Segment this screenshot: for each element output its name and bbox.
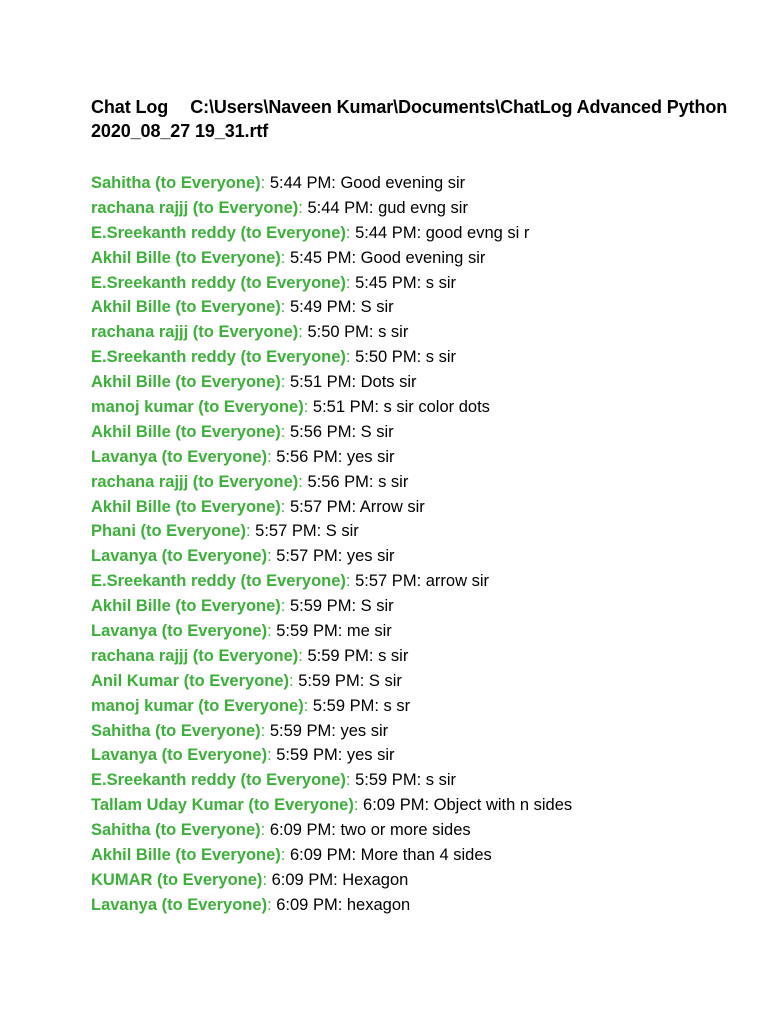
message-sender: E.Sreekanth reddy (to Everyone)	[91, 771, 346, 790]
message-sender: manoj kumar (to Everyone)	[91, 398, 304, 417]
message-sender: Akhil Bille (to Everyone)	[91, 373, 281, 392]
sender-separator: :	[345, 348, 351, 367]
message-text: S sir	[368, 671, 402, 690]
message-time: 5:57 PM	[276, 547, 338, 566]
sender-separator: :	[280, 298, 286, 317]
sender-separator: :	[267, 547, 272, 566]
chat-message: manoj kumar (to Everyone): 5:59 PM: s sr	[91, 696, 411, 715]
chat-message: Anil Kumar (to Everyone): 5:59 PM: S sir	[91, 671, 402, 690]
chat-message: Akhil Bille (to Everyone): 5:45 PM: Good evening sir	[91, 248, 486, 267]
message-text: s sr	[383, 696, 411, 715]
sender-separator: :	[303, 398, 309, 417]
chat-message: Sahitha (to Everyone): 5:59 PM: yes sir	[91, 721, 389, 740]
sender-separator: :	[289, 671, 294, 690]
message-time: 5:50 PM	[307, 323, 369, 342]
chat-message: E.Sreekanth reddy (to Everyone): 5:44 PM: good evng si r	[91, 223, 530, 242]
message-time: 5:56 PM	[289, 422, 352, 441]
message-time: 6:09 PM	[289, 846, 352, 865]
message-time: 5:56 PM	[307, 472, 369, 491]
chat-message: rachana rajjj (to Everyone): 5:50 PM: s sir	[91, 323, 409, 342]
message-time: 5:57 PM	[255, 522, 317, 541]
message-time: 5:59 PM	[269, 721, 332, 740]
message-time: 5:49 PM	[289, 298, 352, 317]
message-text: S sir	[325, 522, 359, 541]
chat-message: rachana rajjj (to Everyone): 5:56 PM: s sir	[91, 472, 409, 491]
message-sender: Akhil Bille (to Everyone)	[91, 422, 281, 441]
chat-message: rachana rajjj (to Everyone): 5:59 PM: s sir	[91, 646, 409, 665]
sender-separator: :	[353, 796, 359, 815]
message-sender: Lavanya (to Everyone)	[91, 895, 268, 914]
message-text: s sir	[425, 273, 456, 292]
message-time: 5:44 PM	[269, 174, 332, 192]
message-text: gud evng sir	[378, 198, 468, 217]
message-sender: Akhil Bille (to Everyone)	[91, 497, 281, 516]
chat-message: Akhil Bille (to Everyone): 5:49 PM: S sir	[91, 298, 394, 317]
message-text: two or more sides	[340, 821, 471, 840]
message-sender: Lavanya (to Everyone)	[91, 622, 268, 641]
message-time: 5:44 PM	[355, 223, 417, 242]
sender-separator: :	[262, 870, 268, 889]
message-time: 5:59 PM	[355, 771, 417, 790]
sender-separator: :	[267, 895, 272, 914]
message-sender: Sahitha (to Everyone)	[91, 174, 261, 192]
message-time: 5:59 PM	[289, 597, 352, 616]
message-time: 5:44 PM	[307, 198, 369, 217]
sender-separator: :	[267, 746, 272, 765]
message-text: More than 4 sides	[360, 846, 492, 865]
message-time: 5:59 PM	[276, 622, 338, 641]
message-text: Hexagon	[342, 870, 409, 889]
message-text: Arrow sir	[359, 497, 425, 516]
message-text: Good evening sir	[340, 174, 466, 192]
sender-separator: :	[298, 198, 303, 217]
chat-message: rachana rajjj (to Everyone): 5:44 PM: gud evng sir	[91, 198, 468, 217]
message-sender: rachana rajjj (to Everyone)	[91, 646, 299, 665]
message-time: 5:59 PM	[312, 696, 375, 715]
chat-message: Sahitha (to Everyone): 5:44 PM: Good evening sir	[91, 174, 466, 192]
chat-message: Akhil Bille (to Everyone): 5:51 PM: Dots sir	[91, 373, 417, 392]
chat-message: Tallam Uday Kumar (to Everyone): 6:09 PM: Object with n sides	[91, 796, 573, 815]
message-time: 5:57 PM	[289, 497, 352, 516]
message-time: 5:45 PM	[289, 248, 352, 267]
message-sender: Lavanya (to Everyone)	[91, 746, 268, 765]
title-prefix: Chat Log	[91, 97, 169, 117]
sender-separator: :	[280, 248, 286, 267]
message-sender: E.Sreekanth reddy (to Everyone)	[91, 223, 346, 242]
message-sender: E.Sreekanth reddy (to Everyone)	[91, 273, 346, 292]
message-time: 6:09 PM	[269, 821, 332, 840]
message-sender: Akhil Bille (to Everyone)	[91, 846, 281, 865]
chat-message: E.Sreekanth reddy (to Everyone): 5:50 PM: s sir	[91, 348, 456, 367]
message-text: S sir	[360, 422, 394, 441]
message-time: 6:09 PM	[363, 796, 425, 815]
chat-message: E.Sreekanth reddy (to Everyone): 5:45 PM: s sir	[91, 273, 456, 292]
message-time: 5:59 PM	[298, 671, 360, 690]
sender-separator: :	[280, 846, 286, 865]
message-text: yes sir	[346, 746, 395, 765]
message-sender: rachana rajjj (to Everyone)	[91, 472, 299, 491]
sender-separator: :	[345, 273, 351, 292]
chat-message: Lavanya (to Everyone): 5:57 PM: yes sir	[91, 547, 395, 566]
sender-separator: :	[280, 422, 286, 441]
chat-message: Akhil Bille (to Everyone): 5:56 PM: S sir	[91, 422, 394, 441]
message-sender: Lavanya (to Everyone)	[91, 547, 268, 566]
sender-separator: :	[345, 572, 351, 591]
message-time: 5:51 PM	[312, 398, 375, 417]
message-text: Dots sir	[360, 373, 417, 392]
message-sender: Sahitha (to Everyone)	[91, 821, 261, 840]
message-time: 5:59 PM	[276, 746, 338, 765]
message-text: s sir	[425, 771, 456, 790]
sender-separator: :	[280, 497, 286, 516]
message-time: 5:51 PM	[289, 373, 352, 392]
message-sender: Tallam Uday Kumar (to Everyone)	[91, 796, 354, 815]
message-text: hexagon	[346, 895, 411, 914]
chat-message: Akhil Bille (to Everyone): 5:57 PM: Arrow sir	[91, 497, 425, 516]
message-sender: Lavanya (to Everyone)	[91, 447, 268, 466]
message-text: me sir	[346, 622, 392, 641]
message-text: arrow sir	[425, 572, 489, 591]
message-text: Good evening sir	[360, 248, 486, 267]
sender-separator: :	[260, 174, 266, 192]
message-sender: E.Sreekanth reddy (to Everyone)	[91, 348, 346, 367]
chat-message: Lavanya (to Everyone): 5:59 PM: me sir	[91, 622, 392, 641]
message-sender: Anil Kumar (to Everyone)	[91, 671, 290, 690]
message-text: S sir	[360, 597, 394, 616]
message-time: 5:56 PM	[276, 447, 338, 466]
chat-message: KUMAR (to Everyone): 6:09 PM: Hexagon	[91, 870, 409, 889]
message-text: Object with n sides	[433, 796, 573, 815]
message-sender: KUMAR (to Everyone)	[91, 870, 263, 889]
chat-message: Phani (to Everyone): 5:57 PM: S sir	[91, 522, 359, 541]
message-text: s sir	[425, 348, 456, 367]
message-time: 5:59 PM	[307, 646, 369, 665]
sender-separator: :	[345, 223, 351, 242]
message-text: s sir color dots	[383, 398, 490, 417]
chat-message: Lavanya (to Everyone): 6:09 PM: hexagon	[91, 895, 411, 914]
message-time: 6:09 PM	[276, 895, 338, 914]
sender-separator: :	[345, 771, 351, 790]
chat-message: Akhil Bille (to Everyone): 5:59 PM: S sir	[91, 597, 394, 616]
chat-message: Lavanya (to Everyone): 5:56 PM: yes sir	[91, 447, 395, 466]
message-text: good evng si r	[425, 223, 530, 242]
message-sender: Sahitha (to Everyone)	[91, 721, 261, 740]
message-text: s sir	[378, 472, 409, 491]
chat-message: E.Sreekanth reddy (to Everyone): 5:59 PM: s sir	[91, 771, 456, 790]
message-sender: Akhil Bille (to Everyone)	[91, 248, 281, 267]
message-text: s sir	[378, 646, 409, 665]
sender-separator: :	[298, 323, 303, 342]
sender-separator: :	[298, 646, 303, 665]
message-sender: rachana rajjj (to Everyone)	[91, 198, 299, 217]
document-page	[91, 95, 751, 918]
document-title	[91, 95, 751, 143]
sender-separator: :	[267, 622, 272, 641]
sender-separator: :	[260, 821, 266, 840]
message-text: yes sir	[346, 547, 395, 566]
message-time: 5:45 PM	[355, 273, 417, 292]
message-text: s sir	[378, 323, 409, 342]
chat-message: Sahitha (to Everyone): 6:09 PM: two or more sides	[91, 821, 471, 840]
chat-message: Lavanya (to Everyone): 5:59 PM: yes sir	[91, 746, 395, 765]
chat-message: Akhil Bille (to Everyone): 6:09 PM: More than 4 sides	[91, 846, 492, 865]
message-text: yes sir	[346, 447, 395, 466]
sender-separator: :	[280, 373, 286, 392]
sender-separator: :	[245, 522, 251, 541]
message-text: S sir	[360, 298, 394, 317]
sender-separator: :	[260, 721, 266, 740]
title-path: C:\Users\Naveen Kumar\Documents\ChatLog Advanced Python 2020_08_27 19_31.rtf	[91, 97, 728, 141]
chat-message: manoj kumar (to Everyone): 5:51 PM: s sir color dots	[91, 398, 490, 417]
message-sender: Phani (to Everyone)	[91, 522, 246, 541]
message-time: 5:57 PM	[355, 572, 417, 591]
message-sender: rachana rajjj (to Everyone)	[91, 323, 299, 342]
chat-log	[91, 171, 751, 918]
message-sender: Akhil Bille (to Everyone)	[91, 298, 281, 317]
message-time: 6:09 PM	[271, 870, 334, 889]
chat-message: E.Sreekanth reddy (to Everyone): 5:57 PM: arrow sir	[91, 572, 489, 591]
message-sender: manoj kumar (to Everyone)	[91, 696, 304, 715]
message-sender: E.Sreekanth reddy (to Everyone)	[91, 572, 346, 591]
sender-separator: :	[280, 597, 286, 616]
message-text: yes sir	[340, 721, 389, 740]
message-sender: Akhil Bille (to Everyone)	[91, 597, 281, 616]
message-time: 5:50 PM	[355, 348, 417, 367]
sender-separator: :	[298, 472, 303, 491]
sender-separator: :	[303, 696, 309, 715]
sender-separator: :	[267, 447, 272, 466]
